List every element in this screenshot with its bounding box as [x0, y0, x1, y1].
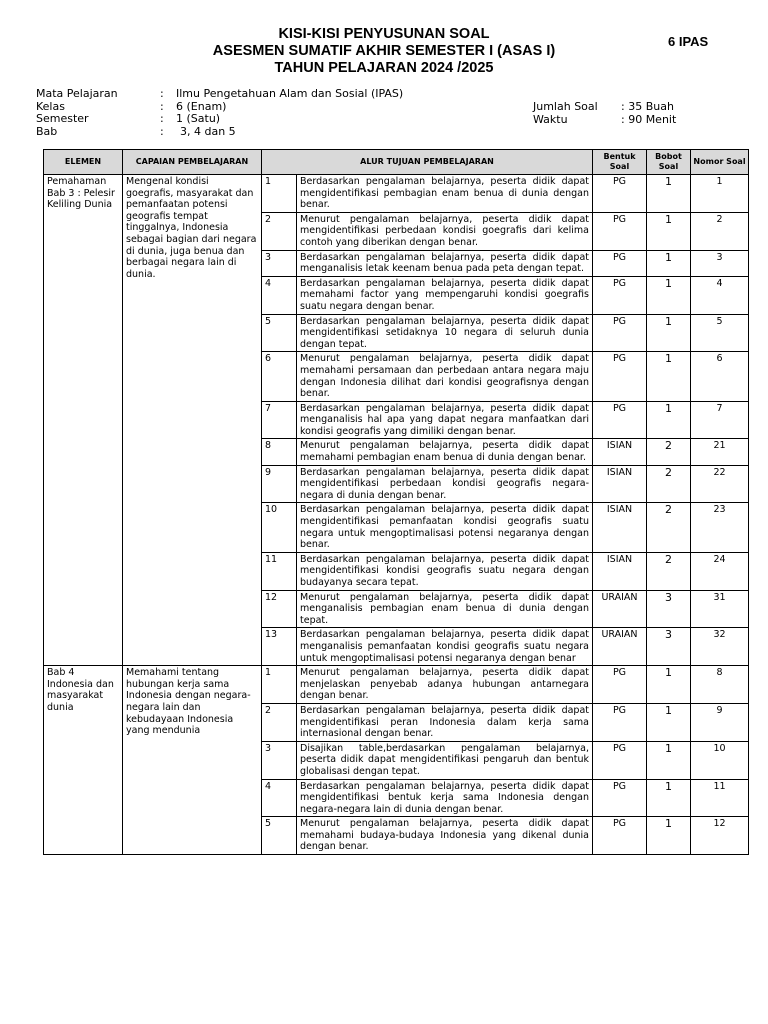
cell-nomor: 12	[691, 817, 749, 855]
cell-alur: Berdasarkan pengalaman belajarnya, peserta didik dapat mengidentifikasi bentuk kerja sama Indonesia dengan negara-negara lain di dunia dengan benar.	[297, 779, 593, 817]
cell-alur: Berdasarkan pengalaman belajarnya, peserta didik dapat menganalisis pemanfaatan kondisi geografis suatu negara untuk mengoptimalisasi potensi negaranya dengan benar	[297, 628, 593, 666]
header-bentuk: Bentuk Soal	[593, 150, 647, 175]
meta-colon: :	[160, 112, 164, 125]
cell-number: 11	[262, 552, 297, 590]
cell-alur: Disajikan table,berdasarkan pengalaman belajarnya, peserta didik dapat mengidentifikasi pengaruh dan bentuk globalisasi dengan tepat.	[297, 741, 593, 779]
meta-label: Bab	[36, 124, 58, 138]
cell-number: 1	[262, 666, 297, 704]
cell-alur: Menurut pengalaman belajarnya, peserta didik dapat menganalisis pembagian enam benua di dunia dengan tepat.	[297, 590, 593, 628]
cell-bobot: 2	[647, 465, 691, 503]
cell-number: 3	[262, 741, 297, 779]
cell-bobot: 1	[647, 276, 691, 314]
cell-alur: Menurut pengalaman belajarnya, peserta didik dapat memahami budaya-budaya Indonesia yang dikenal dunia dengan benar.	[297, 817, 593, 855]
cell-bobot: 1	[647, 817, 691, 855]
cell-bentuk: ISIAN	[593, 439, 647, 465]
cell-bentuk: ISIAN	[593, 465, 647, 503]
header-alur: ALUR TUJUAN PEMBELAJARAN	[262, 150, 593, 175]
cell-nomor: 23	[691, 503, 749, 552]
cell-alur: Berdasarkan pengalaman belajarnya, peserta didik dapat mengidentifikasi peran Indonesia dalam kerja sama internasional dengan benar.	[297, 703, 593, 741]
meta-value: : 35 Buah	[621, 100, 674, 113]
cell-number: 4	[262, 276, 297, 314]
table-body	[44, 175, 749, 855]
cell-alur: Berdasarkan pengalaman belajarnya, peserta didik dapat mengidentifikasi kondisi geografis suatu negara dengan budayanya secara tepat.	[297, 552, 593, 590]
header-nomor: Nomor Soal	[691, 150, 749, 175]
cell-nomor: 6	[691, 352, 749, 401]
cell-alur: Berdasarkan pengalaman belajarnya, peserta didik dapat mengidentifikasi perbedaan kondisi geografis negara-negara di dunia dengan benar.	[297, 465, 593, 503]
cell-bentuk: PG	[593, 212, 647, 250]
cell-elemen: Pemahaman Bab 3 : Pelesir Keliling Dunia	[44, 175, 123, 666]
cell-bobot: 1	[647, 352, 691, 401]
cell-bobot: 1	[647, 666, 691, 704]
meta-label: Semester	[36, 112, 89, 125]
meta-colon: :	[160, 87, 164, 100]
cell-alur: Menurut pengalaman belajarnya, peserta didik dapat mengidentifikasi perbedaan kondisi goegrafis dari kelima contoh yang diberikan dengan benar.	[297, 212, 593, 250]
meta-row-kelas	[36, 101, 436, 114]
meta-info-right	[533, 101, 676, 126]
cell-bobot: 3	[647, 590, 691, 628]
cell-number: 5	[262, 314, 297, 352]
cell-number: 3	[262, 250, 297, 276]
meta-colon: :	[160, 99, 164, 113]
cell-bobot: 1	[647, 703, 691, 741]
subject-badge: 6 IPAS	[668, 34, 709, 49]
cell-bentuk: URAIAN	[593, 590, 647, 628]
meta-value: : 90 Menit	[621, 112, 677, 126]
cell-number: 13	[262, 628, 297, 666]
cell-bobot: 1	[647, 314, 691, 352]
meta-label: Mata Pelajaran	[36, 87, 118, 100]
meta-info-left	[36, 88, 436, 138]
title-line-3: TAHUN PELAJARAN 2024 /2025	[274, 60, 494, 76]
cell-bentuk: URAIAN	[593, 628, 647, 666]
meta-row-waktu	[533, 114, 676, 127]
cell-bentuk: PG	[593, 817, 647, 855]
cell-capaian: Mengenal kondisi goegrafis, masyarakat dan pemanfaatan potensi geografis tempat tinggalnya, Indonesia sebagai bagian dari negara di dunia, juga benua dan berbagai negara lain di dunia.	[123, 175, 262, 666]
cell-nomor: 5	[691, 314, 749, 352]
table-row	[44, 175, 749, 213]
meta-row-semester	[36, 113, 436, 126]
cell-bobot: 1	[647, 779, 691, 817]
cell-number: 2	[262, 212, 297, 250]
cell-bentuk: ISIAN	[593, 552, 647, 590]
cell-alur: Berdasarkan pengalaman belajarnya, peserta didik dapat menganalisis hal apa yang dapat negara manfaatkan dari kondisi geografis yang dimiliki dengan benar.	[297, 401, 593, 439]
cell-number: 4	[262, 779, 297, 817]
cell-bentuk: PG	[593, 314, 647, 352]
cell-number: 1	[262, 175, 297, 213]
cell-alur: Berdasarkan pengalaman belajarnya, peserta didik dapat memahami factor yang mempengaruhi kondisi goegrafis suatu negara dengan benar.	[297, 276, 593, 314]
cell-number: 10	[262, 503, 297, 552]
cell-alur: Berdasarkan pengalaman belajarnya, peserta didik dapat mengidentifikasi pemanfaatan kondisi geografis suatu negara untuk mengoptimalisasi potensi negaranya dengan benar.	[297, 503, 593, 552]
cell-alur: Berdasarkan pengalaman belajarnya, peserta didik dapat menganalisis letak keenam benua pada peta dengan tepat.	[297, 250, 593, 276]
kisi-kisi-table	[43, 149, 749, 855]
cell-bobot: 2	[647, 503, 691, 552]
cell-nomor: 9	[691, 703, 749, 741]
cell-bobot: 1	[647, 250, 691, 276]
cell-alur: Menurut pengalaman belajarnya, peserta didik dapat memahami persamaan dan perbedaan antara negara maju dengan Indonesia dilihat dari kondisi geografisnya dengan benar.	[297, 352, 593, 401]
meta-value: Ilmu Pengetahuan Alam dan Sosial (IPAS)	[176, 87, 404, 100]
cell-alur: Menurut pengalaman belajarnya, peserta didik dapat menjelaskan penyebab adanya hubungan antarnegara dengan benar.	[297, 666, 593, 704]
meta-value: 3, 4 dan 5	[180, 124, 236, 138]
meta-label: Waktu	[533, 112, 568, 126]
title-line-1: KISI-KISI PENYUSUNAN SOAL	[278, 26, 490, 42]
cell-alur: Berdasarkan pengalaman belajarnya, peserta didik dapat mengidentifikasi setidaknya 10 negara di seluruh dunia dengan tepat.	[297, 314, 593, 352]
cell-nomor: 24	[691, 552, 749, 590]
cell-number: 12	[262, 590, 297, 628]
cell-bentuk: PG	[593, 703, 647, 741]
cell-bentuk: PG	[593, 666, 647, 704]
meta-row-bab	[36, 126, 436, 139]
cell-bentuk: PG	[593, 250, 647, 276]
meta-value: 1 (Satu)	[176, 112, 221, 125]
cell-bobot: 2	[647, 552, 691, 590]
header-bobot: Bobot Soal	[647, 150, 691, 175]
table-row	[44, 666, 749, 704]
cell-number: 5	[262, 817, 297, 855]
title-line-2: ASESMEN SUMATIF AKHIR SEMESTER I (ASAS I)	[212, 43, 556, 59]
cell-bobot: 1	[647, 401, 691, 439]
cell-nomor: 32	[691, 628, 749, 666]
meta-label: Jumlah Soal	[533, 100, 598, 113]
meta-label: Kelas	[36, 99, 65, 113]
meta-row-mapel	[36, 88, 436, 101]
cell-number: 9	[262, 465, 297, 503]
cell-bobot: 2	[647, 439, 691, 465]
cell-nomor: 22	[691, 465, 749, 503]
cell-bentuk: PG	[593, 741, 647, 779]
cell-nomor: 7	[691, 401, 749, 439]
cell-bentuk: PG	[593, 352, 647, 401]
cell-nomor: 11	[691, 779, 749, 817]
cell-bobot: 1	[647, 741, 691, 779]
cell-nomor: 31	[691, 590, 749, 628]
cell-number: 8	[262, 439, 297, 465]
cell-nomor: 10	[691, 741, 749, 779]
cell-nomor: 3	[691, 250, 749, 276]
cell-nomor: 1	[691, 175, 749, 213]
cell-alur: Menurut pengalaman belajarnya, peserta didik dapat memahami pembagian enam benua di dunia dengan benar.	[297, 439, 593, 465]
cell-nomor: 21	[691, 439, 749, 465]
header-capaian: CAPAIAN PEMBELAJARAN	[123, 150, 262, 175]
cell-capaian: Memahami tentang hubungan kerja sama Indonesia dengan negara-negara lain dan kebudayaan Indonesia yang mendunia	[123, 666, 262, 855]
cell-alur: Berdasarkan pengalaman belajarnya, peserta didik dapat mengidentifikasi pembagian enam benua di dunia dengan benar.	[297, 175, 593, 213]
document-title	[0, 26, 768, 77]
header-elemen: ELEMEN	[44, 150, 123, 175]
cell-nomor: 8	[691, 666, 749, 704]
table-header-row	[44, 150, 749, 175]
cell-bentuk: PG	[593, 276, 647, 314]
cell-number: 2	[262, 703, 297, 741]
cell-bentuk: ISIAN	[593, 503, 647, 552]
meta-row-jumlah	[533, 101, 676, 114]
meta-value: 6 (Enam)	[176, 99, 227, 113]
cell-bentuk: PG	[593, 401, 647, 439]
cell-number: 7	[262, 401, 297, 439]
cell-bobot: 1	[647, 212, 691, 250]
cell-nomor: 4	[691, 276, 749, 314]
cell-nomor: 2	[691, 212, 749, 250]
cell-bentuk: PG	[593, 779, 647, 817]
cell-bentuk: PG	[593, 175, 647, 213]
cell-bobot: 1	[647, 175, 691, 213]
meta-colon: :	[160, 124, 164, 138]
cell-elemen: Bab 4 Indonesia dan masyarakat dunia	[44, 666, 123, 855]
cell-bobot: 3	[647, 628, 691, 666]
cell-number: 6	[262, 352, 297, 401]
